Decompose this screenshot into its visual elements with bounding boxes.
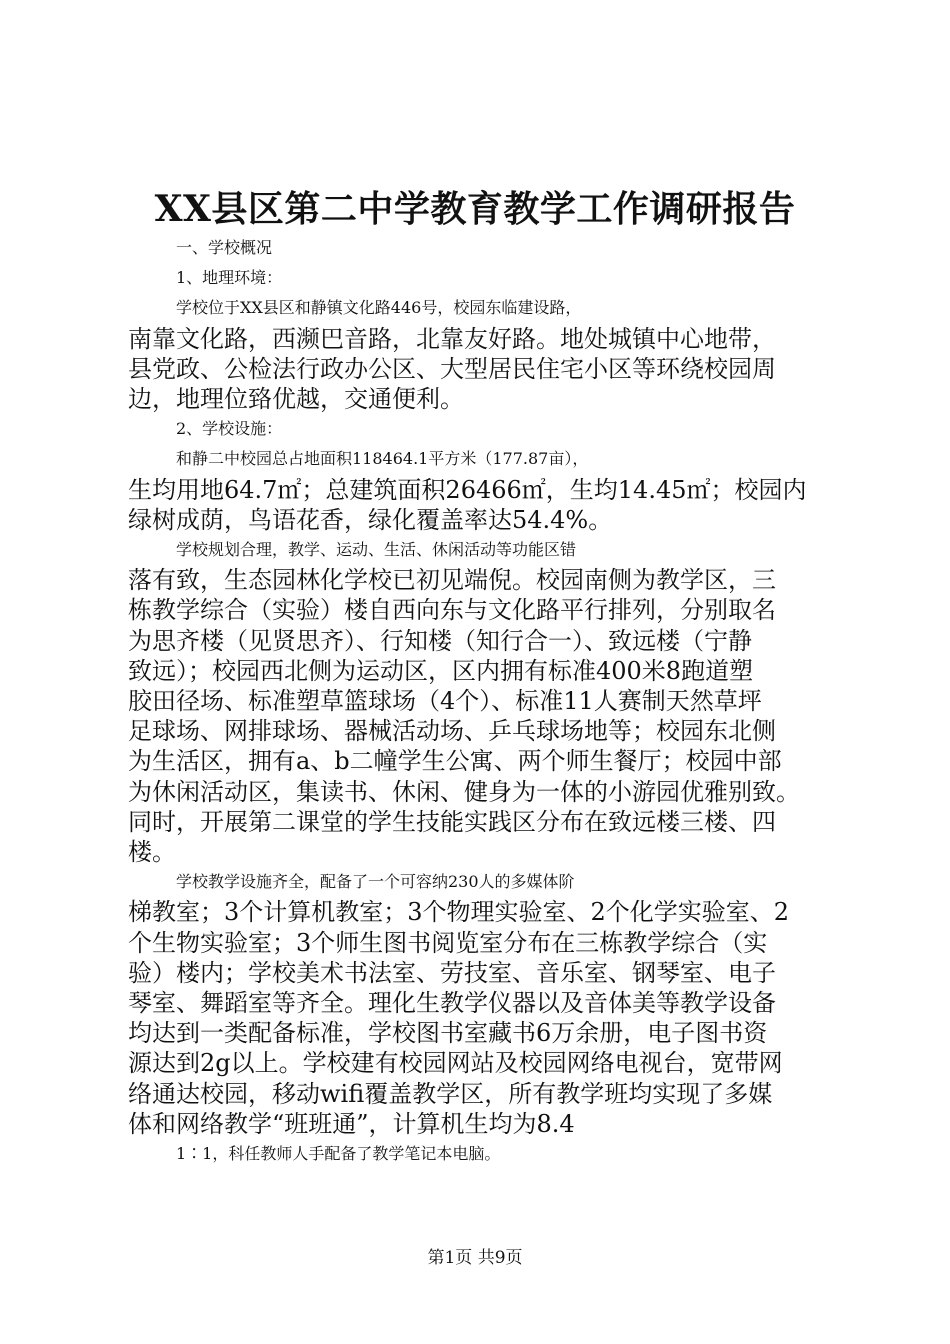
text-line: 验）楼内；学校美术书法室、劳技室、音乐室、钢琴室、电子 [128, 958, 776, 987]
text-line: 1∶1，科任教师人手配备了教学笔记本电脑。 [176, 1144, 501, 1164]
text-line: 为思齐楼（见贤思齐）、行知楼（知行合一）、致远楼（宁静 [128, 626, 752, 655]
text-line: 均达到一类配备标准，学校图书室藏书6万余册，电子图书资 [128, 1019, 768, 1048]
text-line: 学校教学设施齐全，配备了一个可容纳230人的多媒体阶 [176, 872, 575, 892]
text-line: 个生物实验室；3个师生图书阅览室分布在三栋教学综合（实 [128, 928, 768, 957]
text-line: 落有致，生态园林化学校已初见端倪。校园南侧为教学区，三 [128, 566, 776, 595]
text-line: 和静二中校园总占地面积118464.1平方米（177.87亩）， [176, 449, 589, 469]
text-line: 同时，开展第二课堂的学生技能实践区分布在致远楼三楼、四 [128, 807, 776, 836]
text-line: 栋教学综合（实验）楼自西向东与文化路平行排列，分别取名 [128, 596, 776, 625]
text-line: 学校规划合理，教学、运动、生活、休闲活动等功能区错 [176, 540, 577, 560]
text-line: 为生活区，拥有a、b二幢学生公寓、两个师生餐厅；校园中部 [128, 747, 782, 776]
text-line: 足球场、网排球场、器械活动场、乒乓球场地等；校园东北侧 [128, 717, 776, 746]
text-line: 一、学校概况 [176, 238, 273, 257]
text-line: 边，地理位臵优越，交通便利。 [128, 385, 464, 414]
text-line: 琴室、舞蹈室等齐全。理化生教学仪器以及音体美等教学设备 [128, 989, 776, 1018]
text-line: 体和网络教学“班班通”，计算机生均为8.4 [128, 1109, 575, 1138]
page-footer: 第1页 共9页 [427, 1248, 523, 1268]
text-line: 为休闲活动区，集读书、休闲、健身为一体的小游园优雅别致。 [128, 777, 800, 806]
text-line: 生均用地64.7㎡；总建筑面积26466㎡，生均14.45㎡；校园内 [128, 475, 807, 504]
text-line: 2、学校设施： [176, 419, 283, 439]
document-title: XX县区第二中学教育教学工作调研报告 [154, 188, 796, 230]
text-line: 络通达校园，移动wifi覆盖教学区，所有教学班均实现了多媒 [128, 1079, 773, 1108]
document-body [128, 233, 836, 1169]
text-line: 楼。 [128, 838, 176, 867]
text-line: 胶田径场、标准塑草篮球场（4个）、标准11人赛制天然草坪 [128, 687, 762, 716]
text-line: 学校位于XX县区和静镇文化路446号，校园东临建设路， [176, 298, 582, 318]
text-line: 梯教室；3个计算机教室；3个物理实验室、2个化学实验室、2 [128, 898, 790, 927]
text-line: 绿树成荫，鸟语花香，绿化覆盖率达54.4%。 [128, 505, 613, 534]
text-line: 源达到2g以上。学校建有校园网站及校园网络电视台，宽带网 [128, 1049, 783, 1078]
text-line: 县党政、公检法行政办公区、大型居民住宅小区等环绕校园周 [128, 354, 776, 383]
text-line: 南靠文化路，西濒巴音路，北靠友好路。地处城镇中心地带， [128, 324, 776, 353]
text-line: 1、地理环境： [176, 268, 283, 288]
text-line: 致远）；校园西北侧为运动区，区内拥有标准400米8跑道塑 [128, 656, 754, 685]
